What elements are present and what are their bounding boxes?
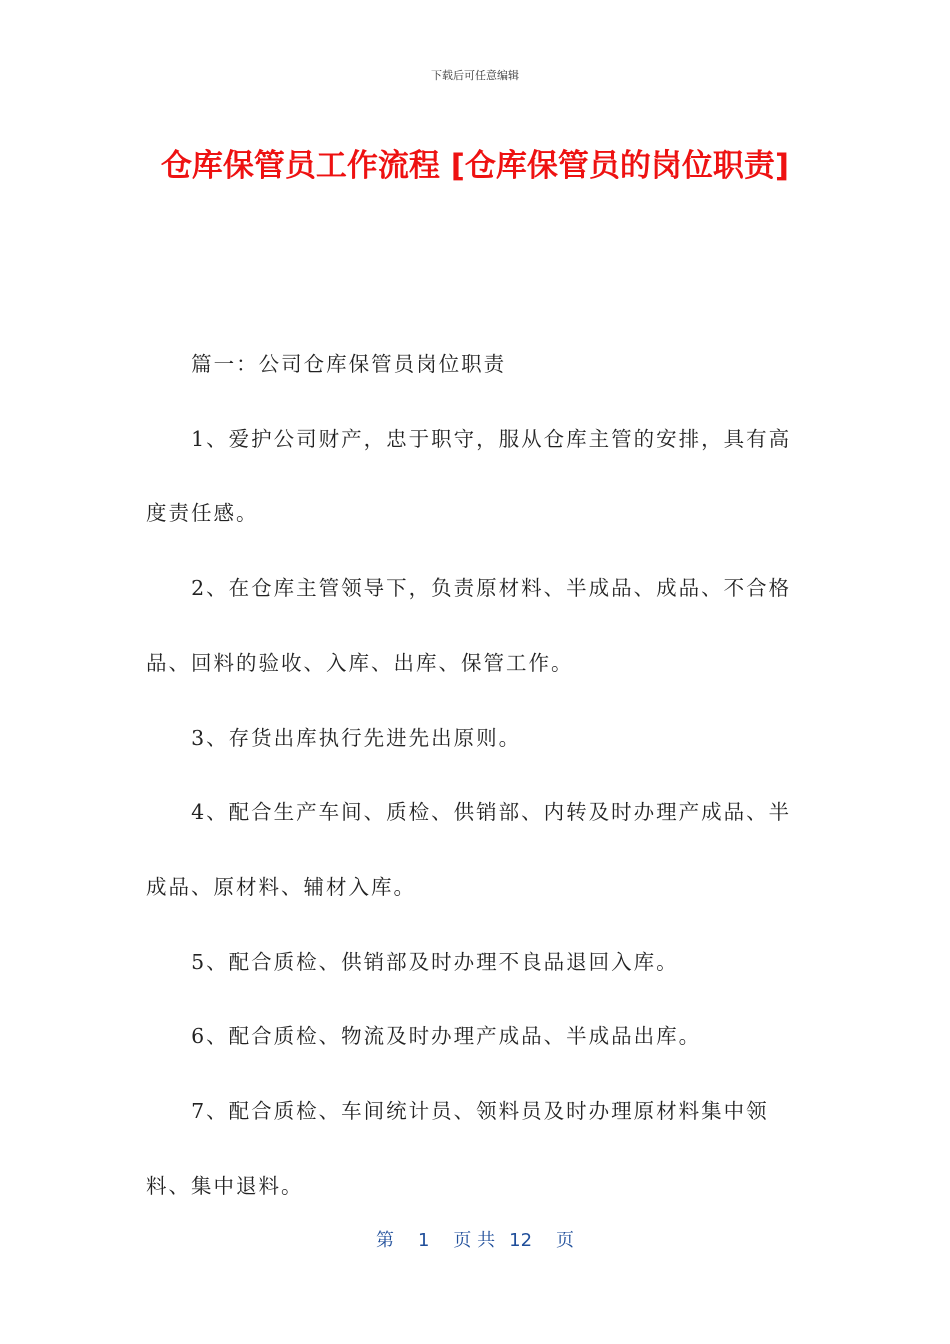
paragraph-item-7: 7、配合质检、车间统计员、领料员及时办理原材料集中领料、集中退料。 [146, 1099, 769, 1198]
page-footer [0, 1226, 950, 1252]
header-note: 下载后可任意编辑 [431, 69, 519, 82]
document-title: 仓库保管员工作流程 [仓库保管员的岗位职责] [160, 148, 790, 184]
footer-suffix: 页 [556, 1230, 575, 1251]
footer-current-page: 1 [417, 1230, 430, 1251]
paragraph-item-1: 1、爱护公司财产，忠于职守，服从仓库主管的安排，具有高度责任感。 [146, 426, 792, 526]
footer-middle: 页 共 [453, 1230, 496, 1251]
paragraph-section-heading: 篇一：公司仓库保管员岗位职责 [191, 352, 507, 376]
footer-prefix: 第 [375, 1230, 394, 1251]
footer-total-pages: 12 [509, 1230, 533, 1251]
paragraph-item-2: 2、在仓库主管领导下，负责原材料、半成品、成品、不合格品、回料的验收、入库、出库、保管工作。 [146, 576, 792, 675]
document-body [146, 327, 806, 1223]
paragraph-item-5: 5、配合质检、供销部及时办理不良品退回入库。 [191, 949, 679, 974]
paragraph-item-4: 4、配合生产车间、质检、供销部、内转及时办理产成品、半成品、原材料、辅材入库。 [146, 800, 792, 899]
paragraph-item-6: 6、配合质检、物流及时办理产成品、半成品出库。 [191, 1024, 702, 1049]
paragraph-item-3: 3、存货出库执行先进先出原则。 [191, 725, 522, 750]
